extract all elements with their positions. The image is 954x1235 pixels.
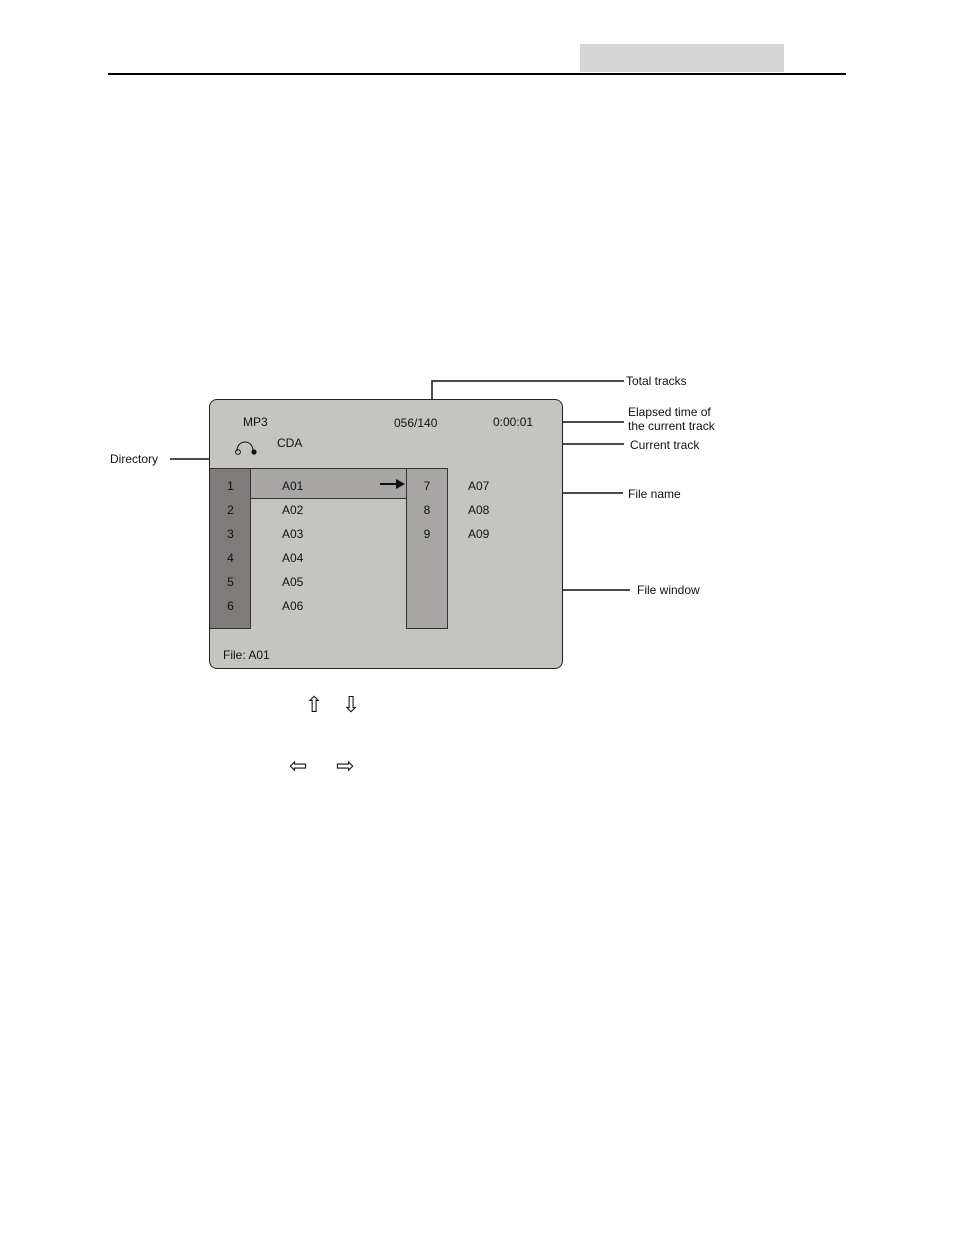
list-row-file-name[interactable]: A05 — [282, 575, 304, 589]
list-row-number[interactable]: 4 — [227, 551, 234, 565]
list-row-number[interactable]: 5 — [227, 575, 234, 589]
elapsed-time: 0:00:01 — [493, 415, 534, 429]
list-row-number[interactable]: 8 — [423, 503, 431, 517]
right-arrow-icon: ⇨ — [336, 754, 355, 779]
headphone-icon — [233, 436, 259, 456]
format-label: MP3 — [243, 415, 268, 429]
list-row-file-name[interactable]: A08 — [468, 503, 490, 517]
list-row-file-name[interactable]: A09 — [468, 527, 490, 541]
file-browser-screen — [209, 399, 563, 669]
list-row-file-name[interactable]: A04 — [282, 551, 304, 565]
list-row-number[interactable]: 7 — [423, 479, 431, 493]
up-arrow-icon: ⇧ — [305, 693, 324, 718]
list-row-number[interactable]: 3 — [227, 527, 234, 541]
selection-arrow-icon — [380, 478, 406, 490]
list-row-number[interactable]: 2 — [227, 503, 234, 517]
list-row-number[interactable]: 1 — [227, 479, 234, 493]
list-row-file-name[interactable]: A07 — [468, 479, 490, 493]
down-arrow-icon: ⇩ — [342, 693, 361, 718]
list-row-file-name[interactable]: A06 — [282, 599, 304, 613]
track-counter: 056/140 — [394, 416, 438, 430]
list-row-number[interactable]: 6 — [227, 599, 234, 613]
callout-directory: Directory — [110, 452, 159, 466]
callout-elapsed-line1: Elapsed time of — [628, 405, 711, 419]
callout-current-track: Current track — [630, 438, 700, 452]
file-status: File: A01 — [223, 648, 270, 662]
list-row-file-name[interactable]: A02 — [282, 503, 304, 517]
directory-label: CDA — [277, 436, 303, 450]
callout-total-tracks: Total tracks — [626, 374, 687, 388]
list-row-file-name[interactable]: A01 — [282, 479, 304, 493]
callout-file-name: File name — [628, 487, 681, 501]
callout-file-window: File window — [637, 583, 700, 597]
callout-elapsed-line2: the current track — [628, 419, 715, 433]
list-row-number[interactable]: 9 — [423, 527, 431, 541]
left-arrow-icon: ⇦ — [289, 754, 308, 779]
list-row-file-name[interactable]: A03 — [282, 527, 304, 541]
